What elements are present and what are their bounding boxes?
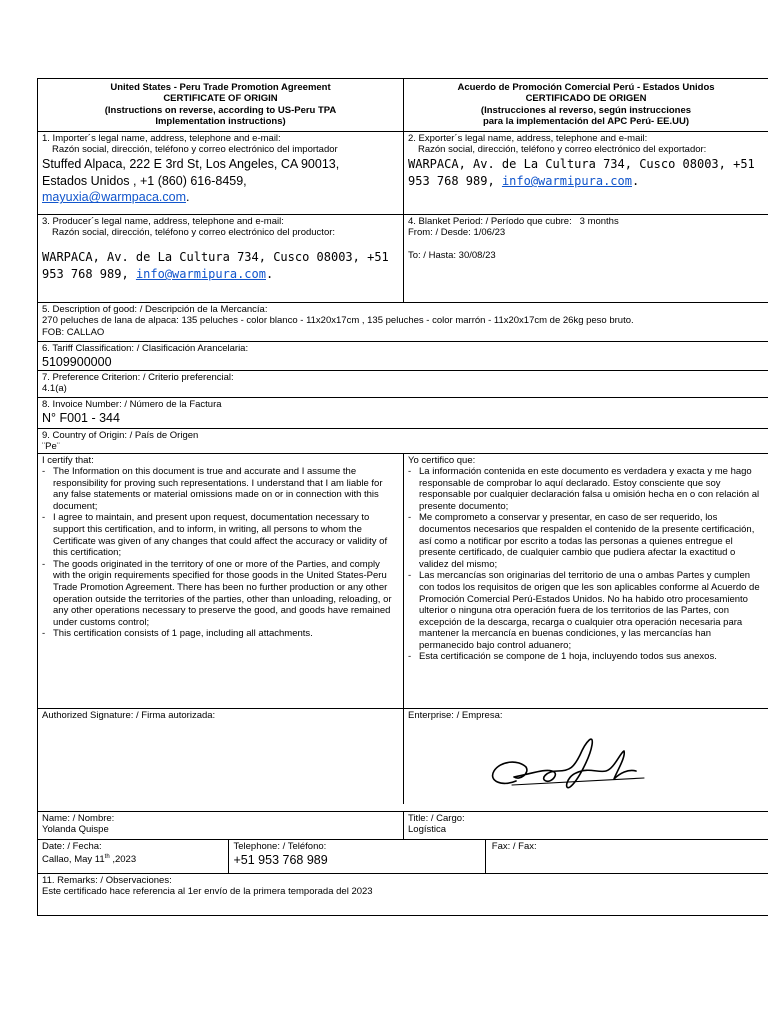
- list-item: - The goods originated in the territory of one or more of the Parties, and comply with the origin requirements specified for those goods in the United States-Peru Trade Promotion Agreement. There has been no further production or any other operation outside the territories of the parties, other than unloading, reloading, or any other operations necessary to preserve the good, and goods have remained under customs control;: [42, 559, 399, 628]
- producer-email-end: .: [265, 267, 274, 282]
- producer-address: WARPACA, Av. de La Cultura 734, Cusco 08003, +51: [42, 249, 389, 264]
- header-es: [403, 79, 768, 131]
- date-section: [38, 840, 228, 873]
- remarks-label: 11. Remarks: / Observaciones:: [42, 874, 172, 886]
- exporter-phone: 953 768 989,: [408, 174, 495, 189]
- country-label: 9. Country of Origin: / País de Origen: [42, 429, 199, 441]
- telephone-section: [228, 840, 484, 873]
- list-item: - Las mercancías son originarias del territorio de una o ambas Partes y cumplen con todos los requisitos de origen que les son aplicables conforme al Acuerdo de Promoción Comercial Perú-Estados Unidos. No ha habido otro procesamiento ulterior o ninguna otra operación fuera de los territorios de las Partes, con excepción de la descarga, recarga o cualquier otra operación necesaria para mantener la mercancía en buenas condiciones, y las mercancías han permanecido bajo control aduanero;: [408, 570, 764, 651]
- importer-phone: Estados Unidos , +1 (860) 616-8459,: [42, 173, 247, 188]
- tariff-label: 6. Tariff Classification: / Clasificación Arancelaria:: [42, 342, 249, 354]
- fax-section: [485, 840, 768, 873]
- blanket-from: From: / Desde: 1/06/23: [408, 227, 506, 239]
- certification-row: [37, 453, 768, 708]
- header-es-note: para la implementación del APC Perú- EE.UU): [482, 116, 690, 128]
- country-row: [37, 428, 768, 453]
- description-section: [38, 303, 768, 341]
- country-value: ¨Pe¨: [42, 441, 60, 453]
- importer-label-es: Razón social, dirección, teléfono y correo electrónico del importador: [52, 144, 338, 156]
- country-section: [38, 429, 768, 453]
- name-section: [38, 812, 403, 839]
- date-suffix: th: [104, 854, 110, 861]
- signature-section: [38, 709, 403, 811]
- certification-en-list: [42, 466, 399, 640]
- description-row: [37, 302, 768, 341]
- list-item: - This certification consists of 1 page, including all attachments.: [42, 628, 399, 640]
- signature-label: Authorized Signature: / Firma autorizada:: [42, 709, 216, 721]
- header-es-note: (Instrucciones al reverso, según instrucciones: [480, 104, 692, 116]
- blanket-section: [403, 215, 768, 302]
- list-item: - Esta certificación se compone de 1 hoja, incluyendo todos sus anexos.: [408, 651, 764, 663]
- certification-es: [403, 454, 768, 708]
- importer-email-end: .: [185, 190, 190, 205]
- name-value: Yolanda Quispe: [42, 824, 109, 836]
- signature-row: [37, 708, 768, 811]
- date-label: Date: / Fecha:: [42, 840, 102, 852]
- telephone-value: +51 953 768 989: [233, 853, 328, 868]
- invoice-label: 8. Invoice Number: / Número de la Factura: [42, 398, 222, 410]
- fax-label: Fax: / Fax:: [491, 840, 537, 852]
- invoice-section: [38, 398, 768, 428]
- title-label: Title: / Cargo:: [408, 812, 465, 824]
- invoice-row: [37, 397, 768, 428]
- importer-email-link[interactable]: mayuxia@warmpaca.com: [42, 190, 186, 205]
- header-en-note: (Instructions on reverse, according to US-Peru TPA: [104, 104, 337, 116]
- producer-label: 3. Producer´s legal name, address, telephone and e-mail:: [42, 215, 284, 227]
- name-row: [37, 811, 768, 839]
- list-item: - The Information on this document is true and accurate and I assume the responsibility for proving such representations. I understand that I am liable for any false statements or material omissions made on or in connection with this document;: [42, 466, 399, 512]
- importer-label: 1. Importer´s legal name, address, telephone and e-mail:: [42, 132, 281, 144]
- header-en-note: Implementation instructions): [155, 116, 286, 128]
- importer-address: Stuffed Alpaca, 222 E 3rd St, Los Angeles, CA 90013,: [42, 156, 340, 171]
- producer-email-link[interactable]: info@warmipura.com: [135, 267, 266, 282]
- exporter-label-es: Razón social, dirección, teléfono y correo electrónico del exportador:: [418, 144, 707, 156]
- certificate-form: [37, 78, 768, 916]
- exporter-section: [403, 132, 768, 214]
- tariff-row: [37, 341, 768, 370]
- description-label: 5. Description of good: / Descripción de la Mercancía:: [42, 303, 268, 315]
- list-item: - La información contenida en este documento es verdadera y exacta y me hago responsable de comprobar lo aquí declarado. Estoy consciente que soy responsable por cualquier declaración falsa u omisión hecha en o con relación al presente documento;: [408, 466, 764, 512]
- handwritten-signature: [474, 723, 674, 805]
- exporter-email-link[interactable]: info@warmipura.com: [501, 174, 632, 189]
- exporter-label: 2. Exporter´s legal name, address, telephone and e-mail:: [408, 132, 648, 144]
- remarks-row: [37, 873, 768, 916]
- certification-en-heading: I certify that:: [42, 454, 94, 466]
- importer-section: [38, 132, 403, 214]
- certification-es-heading: Yo certifico que:: [408, 454, 476, 466]
- header-es-subtitle: CERTIFICADO DE ORIGEN: [525, 93, 647, 105]
- header-en: [38, 79, 403, 131]
- preference-label: 7. Preference Criterion: / Criterio preferencial:: [42, 371, 234, 383]
- producer-section: [38, 215, 403, 302]
- blanket-value: 3 months: [579, 215, 619, 227]
- enterprise-section: [403, 709, 768, 804]
- title-value: Logística: [408, 824, 447, 836]
- header-row: [37, 78, 768, 131]
- header-en-subtitle: CERTIFICATE OF ORIGIN: [163, 93, 278, 105]
- producer-phone: 953 768 989,: [42, 267, 129, 282]
- preference-value: 4.1(a): [42, 383, 67, 395]
- date-year: ,2023: [109, 854, 137, 866]
- invoice-value: N° F001 - 344: [42, 411, 120, 426]
- title-section: [403, 812, 768, 839]
- date-value: Callao, May 11: [42, 854, 105, 866]
- producer-row: [37, 214, 768, 302]
- producer-label-es: Razón social, dirección, teléfono y correo electrónico del productor:: [52, 227, 336, 239]
- blanket-to: To: / Hasta: 30/08/23: [408, 249, 496, 261]
- description-value: 270 peluches de lana de alpaca: 135 peluches - color blanco - 11x20x17cm , 135 peluches - color marrón - 11x20x17cm de 26kg peso bruto.: [42, 315, 634, 327]
- description-fob: FOB: CALLAO: [42, 326, 105, 338]
- header-es-title: Acuerdo de Promoción Comercial Perú - Estados Unidos: [457, 82, 715, 93]
- blanket-label: 4. Blanket Period: / Período que cubre:: [408, 215, 572, 227]
- certification-es-list: [408, 466, 764, 663]
- tariff-section: [38, 342, 768, 370]
- list-item: - Me comprometo a conservar y presentar, en caso de ser requerido, los documentos necesarios que respalden el contenido de la presente certificación, así como a notificar por escrito a todas las personas a quienes entregue el presente certificado, de cualquier cambio que pudiera afectar la exactitud o validez del mismo;: [408, 512, 764, 570]
- exporter-address: WARPACA, Av. de La Cultura 734, Cusco 08003, +51: [408, 156, 755, 171]
- remarks-value: Este certificado hace referencia al 1er envío de la primera temporada del 2023: [42, 886, 373, 898]
- header-en-title: United States - Peru Trade Promotion Agreement: [110, 82, 331, 93]
- contact-row: [37, 839, 768, 873]
- enterprise-label: Enterprise: / Empresa:: [408, 709, 503, 721]
- name-label: Name: / Nombre:: [42, 812, 115, 824]
- remarks-section: [38, 874, 768, 915]
- preference-row: [37, 370, 768, 397]
- certification-en: [38, 454, 403, 708]
- preference-section: [38, 371, 768, 397]
- list-item: - I agree to maintain, and present upon request, documentation necessary to support this certification, and to inform, in writing, all persons to whom the Certificate was given of any changes that could affect the accuracy or validity of this certification;: [42, 512, 399, 558]
- tariff-value: 5109900000: [42, 355, 112, 370]
- telephone-label: Telephone: / Teléfono:: [233, 840, 327, 852]
- parties-row: [37, 131, 768, 214]
- exporter-email-end: .: [631, 174, 640, 189]
